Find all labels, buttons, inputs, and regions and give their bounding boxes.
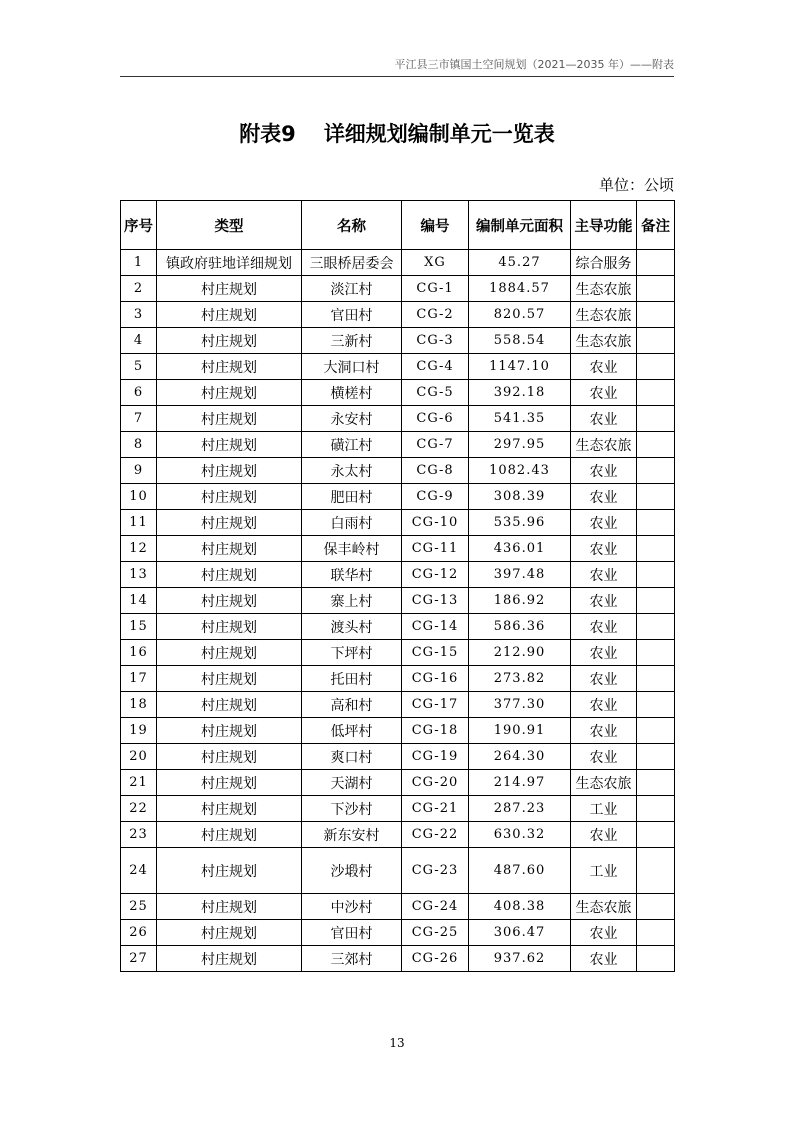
cell-code: CG-6: [402, 406, 469, 432]
cell-area: 558.54: [469, 328, 571, 354]
cell-name: 横槎村: [302, 380, 402, 406]
cell-function: 生态农旅: [571, 894, 637, 920]
cell-area: 436.01: [469, 536, 571, 562]
cell-area: 408.38: [469, 894, 571, 920]
cell-index: 21: [121, 770, 157, 796]
cell-type: 村庄规划: [157, 354, 302, 380]
table-row: [121, 354, 675, 380]
cell-name: 天湖村: [302, 770, 402, 796]
cell-remarks: [637, 946, 675, 972]
cell-remarks: [637, 536, 675, 562]
cell-remarks: [637, 894, 675, 920]
table-row: [121, 822, 675, 848]
cell-function: 综合服务: [571, 250, 637, 276]
table-row: [121, 718, 675, 744]
cell-type: 村庄规划: [157, 380, 302, 406]
table-row: [121, 588, 675, 614]
cell-index: 10: [121, 484, 157, 510]
cell-area: 937.62: [469, 946, 571, 972]
cell-area: 1082.43: [469, 458, 571, 484]
table-row: [121, 432, 675, 458]
cell-type: 村庄规划: [157, 848, 302, 894]
cell-type: 村庄规划: [157, 744, 302, 770]
cell-name: 沙塅村: [302, 848, 402, 894]
cell-index: 11: [121, 510, 157, 536]
cell-code: CG-10: [402, 510, 469, 536]
cell-name: 寨上村: [302, 588, 402, 614]
cell-code: CG-24: [402, 894, 469, 920]
cell-area: 297.95: [469, 432, 571, 458]
cell-name: 下沙村: [302, 796, 402, 822]
cell-area: 306.47: [469, 920, 571, 946]
cell-name: 高和村: [302, 692, 402, 718]
table-row: [121, 250, 675, 276]
cell-area: 820.57: [469, 302, 571, 328]
cell-function: 农业: [571, 354, 637, 380]
cell-remarks: [637, 666, 675, 692]
cell-code: CG-3: [402, 328, 469, 354]
cell-function: 农业: [571, 718, 637, 744]
cell-type: 村庄规划: [157, 406, 302, 432]
cell-code: CG-21: [402, 796, 469, 822]
table-row: [121, 920, 675, 946]
cell-remarks: [637, 432, 675, 458]
table-row: [121, 302, 675, 328]
table-body: [121, 250, 675, 972]
cell-remarks: [637, 302, 675, 328]
cell-remarks: [637, 614, 675, 640]
cell-function: 农业: [571, 822, 637, 848]
cell-index: 25: [121, 894, 157, 920]
cell-function: 生态农旅: [571, 276, 637, 302]
cell-code: CG-16: [402, 666, 469, 692]
cell-function: 生态农旅: [571, 328, 637, 354]
cell-area: 212.90: [469, 640, 571, 666]
cell-index: 22: [121, 796, 157, 822]
cell-code: CG-5: [402, 380, 469, 406]
col-header-function: 主导功能: [571, 201, 637, 250]
cell-remarks: [637, 848, 675, 894]
cell-function: 农业: [571, 692, 637, 718]
table-row: [121, 894, 675, 920]
cell-index: 27: [121, 946, 157, 972]
cell-name: 淡江村: [302, 276, 402, 302]
cell-name: 大洞口村: [302, 354, 402, 380]
table-row: [121, 770, 675, 796]
cell-code: CG-18: [402, 718, 469, 744]
cell-name: 永太村: [302, 458, 402, 484]
cell-remarks: [637, 380, 675, 406]
cell-name: 三郊村: [302, 946, 402, 972]
cell-index: 2: [121, 276, 157, 302]
cell-code: CG-26: [402, 946, 469, 972]
unit-note: 单位：公顷: [598, 176, 674, 194]
cell-index: 7: [121, 406, 157, 432]
cell-name: 爽口村: [302, 744, 402, 770]
cell-code: CG-12: [402, 562, 469, 588]
table-header-row: [121, 201, 675, 250]
cell-type: 村庄规划: [157, 484, 302, 510]
cell-function: 农业: [571, 640, 637, 666]
cell-type: 村庄规划: [157, 562, 302, 588]
cell-index: 8: [121, 432, 157, 458]
title-text: 详细规划编制单元一览表: [323, 122, 555, 146]
cell-name: 永安村: [302, 406, 402, 432]
table-row: [121, 666, 675, 692]
col-header-type: 类型: [157, 201, 302, 250]
col-header-code: 编号: [402, 201, 469, 250]
table-row: [121, 536, 675, 562]
cell-code: CG-14: [402, 614, 469, 640]
table-row: [121, 380, 675, 406]
cell-name: 三眼桥居委会: [302, 250, 402, 276]
table-row: [121, 458, 675, 484]
cell-area: 397.48: [469, 562, 571, 588]
cell-area: 392.18: [469, 380, 571, 406]
cell-area: 264.30: [469, 744, 571, 770]
header-rule: [120, 76, 674, 77]
cell-code: CG-17: [402, 692, 469, 718]
cell-name: 磺江村: [302, 432, 402, 458]
cell-code: CG-2: [402, 302, 469, 328]
cell-name: 联华村: [302, 562, 402, 588]
table-row: [121, 946, 675, 972]
cell-code: CG-25: [402, 920, 469, 946]
table-row: [121, 328, 675, 354]
cell-name: 低坪村: [302, 718, 402, 744]
cell-area: 377.30: [469, 692, 571, 718]
cell-index: 23: [121, 822, 157, 848]
planning-units-table: [120, 200, 675, 972]
cell-name: 保丰岭村: [302, 536, 402, 562]
cell-index: 1: [121, 250, 157, 276]
cell-remarks: [637, 406, 675, 432]
cell-name: 白雨村: [302, 510, 402, 536]
cell-function: 农业: [571, 588, 637, 614]
cell-index: 18: [121, 692, 157, 718]
page-number: 13: [389, 1036, 405, 1050]
cell-index: 19: [121, 718, 157, 744]
cell-index: 5: [121, 354, 157, 380]
cell-function: 农业: [571, 562, 637, 588]
table-row: [121, 744, 675, 770]
cell-remarks: [637, 328, 675, 354]
cell-code: XG: [402, 250, 469, 276]
cell-type: 村庄规划: [157, 458, 302, 484]
cell-index: 15: [121, 614, 157, 640]
cell-function: 农业: [571, 406, 637, 432]
cell-name: 中沙村: [302, 894, 402, 920]
col-header-index: 序号: [121, 201, 157, 250]
cell-code: CG-23: [402, 848, 469, 894]
cell-name: 下坪村: [302, 640, 402, 666]
cell-code: CG-11: [402, 536, 469, 562]
cell-type: 村庄规划: [157, 432, 302, 458]
cell-function: 农业: [571, 484, 637, 510]
cell-code: CG-13: [402, 588, 469, 614]
cell-index: 24: [121, 848, 157, 894]
cell-code: CG-1: [402, 276, 469, 302]
cell-name: 渡头村: [302, 614, 402, 640]
cell-name: 新东安村: [302, 822, 402, 848]
cell-type: 村庄规划: [157, 796, 302, 822]
cell-type: 村庄规划: [157, 770, 302, 796]
cell-name: 三新村: [302, 328, 402, 354]
cell-function: 工业: [571, 796, 637, 822]
cell-remarks: [637, 770, 675, 796]
cell-area: 273.82: [469, 666, 571, 692]
table-row: [121, 692, 675, 718]
cell-remarks: [637, 796, 675, 822]
cell-code: CG-7: [402, 432, 469, 458]
cell-area: 535.96: [469, 510, 571, 536]
cell-type: 村庄规划: [157, 718, 302, 744]
cell-function: 农业: [571, 458, 637, 484]
cell-remarks: [637, 588, 675, 614]
cell-type: 村庄规划: [157, 692, 302, 718]
cell-area: 186.92: [469, 588, 571, 614]
cell-index: 20: [121, 744, 157, 770]
cell-remarks: [637, 822, 675, 848]
cell-type: 村庄规划: [157, 302, 302, 328]
cell-name: 官田村: [302, 302, 402, 328]
cell-remarks: [637, 354, 675, 380]
cell-remarks: [637, 744, 675, 770]
cell-type: 村庄规划: [157, 894, 302, 920]
cell-type: 村庄规划: [157, 510, 302, 536]
cell-index: 6: [121, 380, 157, 406]
cell-code: CG-8: [402, 458, 469, 484]
cell-type: 村庄规划: [157, 536, 302, 562]
cell-area: 586.36: [469, 614, 571, 640]
cell-index: 12: [121, 536, 157, 562]
cell-function: 工业: [571, 848, 637, 894]
cell-area: 190.91: [469, 718, 571, 744]
table-row: [121, 406, 675, 432]
cell-code: CG-15: [402, 640, 469, 666]
cell-code: CG-20: [402, 770, 469, 796]
cell-name: 托田村: [302, 666, 402, 692]
cell-function: 生态农旅: [571, 770, 637, 796]
cell-function: 农业: [571, 920, 637, 946]
cell-index: 3: [121, 302, 157, 328]
cell-index: 17: [121, 666, 157, 692]
cell-function: 农业: [571, 510, 637, 536]
cell-remarks: [637, 484, 675, 510]
cell-name: 肥田村: [302, 484, 402, 510]
cell-area: 308.39: [469, 484, 571, 510]
table-row: [121, 848, 675, 894]
cell-type: 村庄规划: [157, 822, 302, 848]
cell-index: 16: [121, 640, 157, 666]
cell-area: 487.60: [469, 848, 571, 894]
table-row: [121, 510, 675, 536]
cell-type: 村庄规划: [157, 666, 302, 692]
cell-area: 45.27: [469, 250, 571, 276]
cell-remarks: [637, 920, 675, 946]
cell-function: 生态农旅: [571, 432, 637, 458]
cell-area: 214.97: [469, 770, 571, 796]
cell-function: 农业: [571, 744, 637, 770]
table-row: [121, 640, 675, 666]
running-header: 平江县三市镇国土空间规划（2021—2035 年）——附表: [394, 58, 674, 71]
cell-type: 村庄规划: [157, 328, 302, 354]
cell-remarks: [637, 718, 675, 744]
cell-name: 官田村: [302, 920, 402, 946]
cell-function: 农业: [571, 614, 637, 640]
cell-remarks: [637, 510, 675, 536]
cell-index: 14: [121, 588, 157, 614]
cell-remarks: [637, 640, 675, 666]
cell-remarks: [637, 276, 675, 302]
cell-index: 9: [121, 458, 157, 484]
cell-type: 镇政府驻地详细规划: [157, 250, 302, 276]
cell-type: 村庄规划: [157, 614, 302, 640]
cell-remarks: [637, 562, 675, 588]
cell-code: CG-19: [402, 744, 469, 770]
col-header-name: 名称: [302, 201, 402, 250]
table-row: [121, 276, 675, 302]
cell-remarks: [637, 692, 675, 718]
cell-code: CG-4: [402, 354, 469, 380]
cell-type: 村庄规划: [157, 588, 302, 614]
cell-type: 村庄规划: [157, 920, 302, 946]
table-row: [121, 562, 675, 588]
table-row: [121, 614, 675, 640]
cell-area: 1147.10: [469, 354, 571, 380]
cell-remarks: [637, 458, 675, 484]
page-title: [0, 118, 794, 148]
title-label: 附表9: [239, 122, 296, 146]
cell-function: 农业: [571, 380, 637, 406]
cell-function: 生态农旅: [571, 302, 637, 328]
cell-code: CG-9: [402, 484, 469, 510]
col-header-remarks: 备注: [637, 201, 675, 250]
cell-type: 村庄规划: [157, 946, 302, 972]
cell-area: 630.32: [469, 822, 571, 848]
cell-area: 1884.57: [469, 276, 571, 302]
col-header-area: 编制单元面积: [469, 201, 571, 250]
cell-index: 26: [121, 920, 157, 946]
cell-type: 村庄规划: [157, 640, 302, 666]
cell-remarks: [637, 250, 675, 276]
table-row: [121, 796, 675, 822]
cell-index: 13: [121, 562, 157, 588]
cell-type: 村庄规划: [157, 276, 302, 302]
cell-function: 农业: [571, 666, 637, 692]
cell-code: CG-22: [402, 822, 469, 848]
cell-area: 541.35: [469, 406, 571, 432]
cell-function: 农业: [571, 946, 637, 972]
table-row: [121, 484, 675, 510]
cell-function: 农业: [571, 536, 637, 562]
cell-index: 4: [121, 328, 157, 354]
cell-area: 287.23: [469, 796, 571, 822]
